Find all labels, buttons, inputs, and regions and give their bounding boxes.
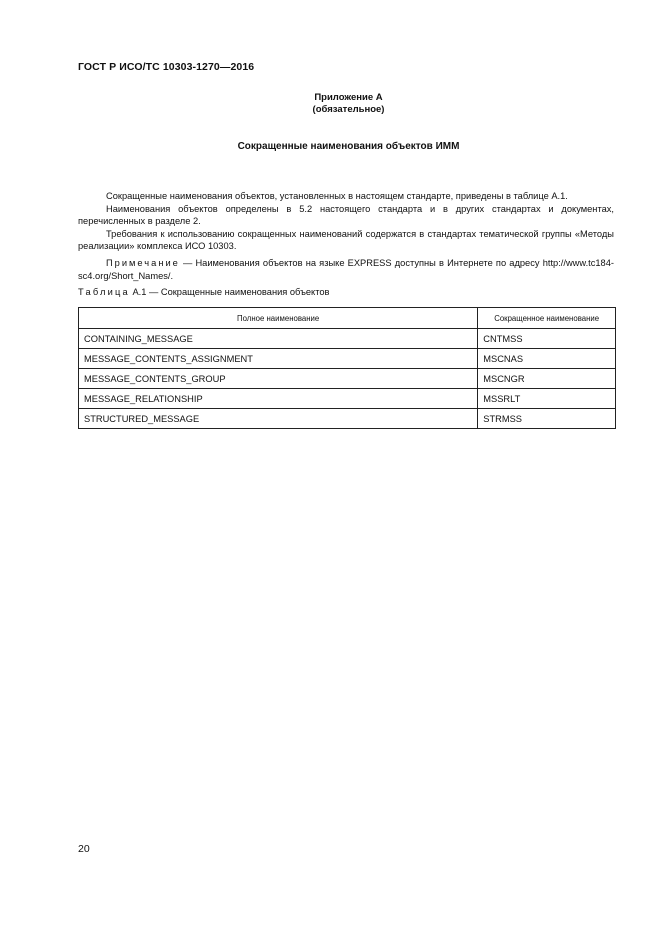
note-label: Примечание xyxy=(106,258,180,268)
column-header-full-name: Полное наименование xyxy=(79,308,478,329)
full-name-cell: MESSAGE_CONTENTS_ASSIGNMENT xyxy=(79,349,478,369)
table-row xyxy=(79,329,616,349)
short-name-cell: MSCNAS xyxy=(478,349,616,369)
full-name-cell: MESSAGE_RELATIONSHIP xyxy=(79,389,478,409)
table-row xyxy=(79,369,616,389)
table-caption-text: А.1 — Сокращенные наименования объектов xyxy=(129,287,330,297)
document-code-header: ГОСТ Р ИСО/ТС 10303-1270—2016 xyxy=(78,61,255,73)
table-row xyxy=(79,349,616,369)
short-name-cell: MSSRLT xyxy=(478,389,616,409)
short-name-cell: CNTMSS xyxy=(478,329,616,349)
short-names-table xyxy=(78,307,616,429)
annex-status: (обязательное) xyxy=(312,104,385,115)
note xyxy=(78,257,614,283)
short-name-cell: MSCNGR xyxy=(478,369,616,389)
column-header-short-name: Сокращенное наименование xyxy=(478,308,616,329)
table-header-row xyxy=(79,308,616,329)
note-text: — Наименования объектов на языке EXPRESS доступны в Интернете по адресу http://www.tc184-sc4.org/Short_Names/. xyxy=(78,258,614,281)
paragraph: Сокращенные наименования объектов, установленных в настоящем стандарте, приведены в таблице А.1. xyxy=(106,191,568,201)
full-name-cell: STRUCTURED_MESSAGE xyxy=(79,409,478,429)
annex-title: Приложение А xyxy=(314,92,383,103)
full-name-cell: CONTAINING_MESSAGE xyxy=(79,329,478,349)
page-number: 20 xyxy=(78,843,90,855)
table-caption-label: Таблица xyxy=(78,287,130,297)
full-name-cell: MESSAGE_CONTENTS_GROUP xyxy=(79,369,478,389)
paragraph: Наименования объектов определены в 5.2 настоящего стандарта и в других стандартах и документах, перечисленных в разделе 2. xyxy=(78,203,614,226)
table-caption xyxy=(78,287,330,297)
table-row xyxy=(79,409,616,429)
paragraph: Требования к использованию сокращенных наименований содержатся в стандартах тематической группы «Методы реализации» комплекса ИСО 10303. xyxy=(78,228,614,251)
table-row xyxy=(79,389,616,409)
section-title: Сокращенные наименования объектов ИММ xyxy=(237,141,460,152)
body-paragraphs xyxy=(78,190,614,253)
short-name-cell: STRMSS xyxy=(478,409,616,429)
